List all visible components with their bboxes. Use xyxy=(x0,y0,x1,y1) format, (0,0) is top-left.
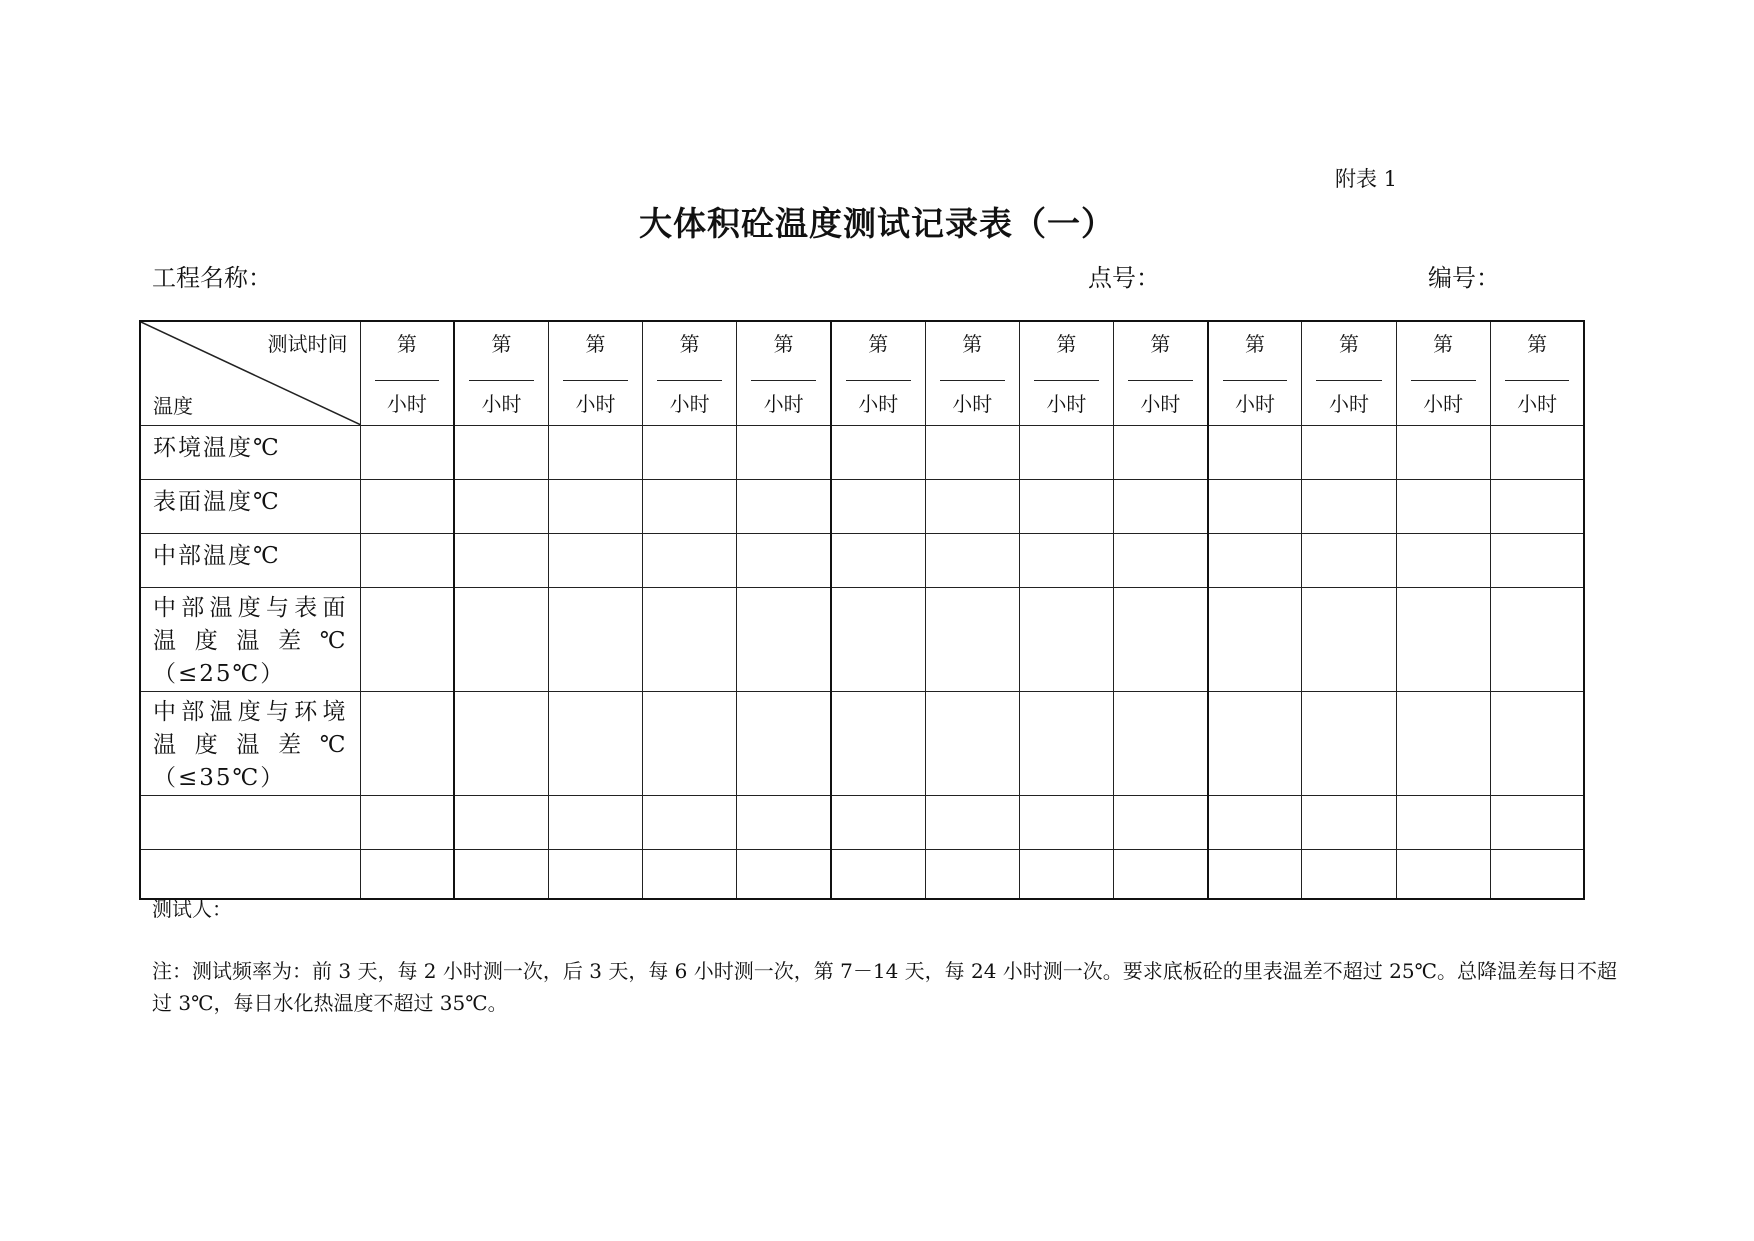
hour-suffix: 小时 xyxy=(1328,392,1369,416)
hour-blank-line[interactable] xyxy=(375,380,440,381)
data-entry-cell[interactable] xyxy=(1490,692,1584,796)
tester-label: 测试人： xyxy=(152,897,232,921)
row-label xyxy=(140,796,360,850)
hour-blank-line[interactable] xyxy=(563,380,628,381)
data-entry-cell[interactable] xyxy=(1302,534,1396,588)
data-entry-cell[interactable] xyxy=(1396,480,1490,534)
data-entry-cell[interactable] xyxy=(643,850,737,899)
data-entry-cell[interactable] xyxy=(360,692,454,796)
data-entry-cell[interactable] xyxy=(1019,850,1113,899)
data-entry-cell[interactable] xyxy=(454,588,548,692)
data-entry-cell[interactable] xyxy=(831,796,925,850)
data-entry-cell[interactable] xyxy=(548,850,642,899)
time-column-header xyxy=(1396,321,1490,426)
data-entry-cell[interactable] xyxy=(548,534,642,588)
row-label: 中部温度与表面温度温差℃（≤25℃） xyxy=(140,588,360,692)
data-entry-cell[interactable] xyxy=(925,588,1019,692)
data-entry-cell[interactable] xyxy=(1396,796,1490,850)
data-entry-cell[interactable] xyxy=(1208,588,1302,692)
data-entry-cell[interactable] xyxy=(1490,426,1584,480)
row-label: 中部温度与环境温度温差℃（≤35℃） xyxy=(140,692,360,796)
table-row xyxy=(140,534,1584,588)
time-column-header xyxy=(737,321,831,426)
row-label: 表面温度℃ xyxy=(140,480,360,534)
hour-suffix: 小时 xyxy=(763,392,804,416)
data-entry-cell[interactable] xyxy=(737,480,831,534)
data-entry-cell[interactable] xyxy=(454,426,548,480)
data-entry-cell[interactable] xyxy=(925,534,1019,588)
data-entry-cell[interactable] xyxy=(1019,692,1113,796)
data-entry-cell[interactable] xyxy=(548,480,642,534)
corner-cell xyxy=(140,321,360,426)
data-entry-cell[interactable] xyxy=(643,796,737,850)
ordinal-prefix: 第 xyxy=(962,332,983,356)
time-column-header xyxy=(454,321,548,426)
data-entry-cell[interactable] xyxy=(1019,534,1113,588)
data-entry-cell[interactable] xyxy=(1114,534,1208,588)
data-entry-cell[interactable] xyxy=(1208,692,1302,796)
data-entry-cell[interactable] xyxy=(1114,850,1208,899)
data-entry-cell[interactable] xyxy=(1019,426,1113,480)
data-entry-cell[interactable] xyxy=(548,796,642,850)
data-entry-cell[interactable] xyxy=(831,426,925,480)
data-entry-cell[interactable] xyxy=(360,480,454,534)
appendix-number: 附表 1 xyxy=(1335,167,1398,191)
hour-blank-line[interactable] xyxy=(657,380,722,381)
hour-suffix: 小时 xyxy=(858,392,899,416)
hour-suffix: 小时 xyxy=(575,392,616,416)
hour-suffix: 小时 xyxy=(1423,392,1464,416)
hour-blank-line[interactable] xyxy=(751,380,816,381)
data-entry-cell[interactable] xyxy=(1490,588,1584,692)
data-entry-cell[interactable] xyxy=(1208,534,1302,588)
data-entry-cell[interactable] xyxy=(1396,850,1490,899)
ordinal-prefix: 第 xyxy=(1245,332,1266,356)
corner-time-label: 测试时间 xyxy=(267,332,348,356)
hour-suffix: 小时 xyxy=(669,392,710,416)
ordinal-prefix: 第 xyxy=(396,332,417,356)
data-entry-cell[interactable] xyxy=(1490,850,1584,899)
data-entry-cell[interactable] xyxy=(360,796,454,850)
ordinal-prefix: 第 xyxy=(679,332,700,356)
data-entry-cell[interactable] xyxy=(454,850,548,899)
data-entry-cell[interactable] xyxy=(1490,534,1584,588)
data-entry-cell[interactable] xyxy=(548,588,642,692)
hour-suffix: 小时 xyxy=(952,392,993,416)
ordinal-prefix: 第 xyxy=(773,332,794,356)
data-entry-cell[interactable] xyxy=(1208,480,1302,534)
row-label: 中部温度℃ xyxy=(140,534,360,588)
time-column-header xyxy=(1019,321,1113,426)
time-column-header xyxy=(831,321,925,426)
time-column-header xyxy=(643,321,737,426)
data-entry-cell[interactable] xyxy=(454,534,548,588)
data-entry-cell[interactable] xyxy=(1490,796,1584,850)
data-entry-cell[interactable] xyxy=(737,692,831,796)
hour-suffix: 小时 xyxy=(386,392,427,416)
data-entry-cell[interactable] xyxy=(1208,796,1302,850)
data-entry-cell[interactable] xyxy=(1208,850,1302,899)
data-entry-cell[interactable] xyxy=(643,534,737,588)
time-column-header xyxy=(925,321,1019,426)
data-entry-cell[interactable] xyxy=(1019,796,1113,850)
data-entry-cell[interactable] xyxy=(831,588,925,692)
ordinal-prefix: 第 xyxy=(585,332,606,356)
hour-suffix: 小时 xyxy=(1517,392,1558,416)
data-entry-cell[interactable] xyxy=(1114,480,1208,534)
temperature-record-table xyxy=(139,320,1585,900)
data-entry-cell[interactable] xyxy=(1396,588,1490,692)
row-label xyxy=(140,850,360,899)
data-entry-cell[interactable] xyxy=(1114,796,1208,850)
data-entry-cell[interactable] xyxy=(737,796,831,850)
data-entry-cell[interactable] xyxy=(1019,480,1113,534)
time-column-header xyxy=(1302,321,1396,426)
table-row xyxy=(140,588,1584,692)
data-entry-cell[interactable] xyxy=(360,426,454,480)
hour-blank-line[interactable] xyxy=(846,380,911,381)
data-entry-cell[interactable] xyxy=(643,588,737,692)
hour-blank-line[interactable] xyxy=(1316,380,1381,381)
data-entry-cell[interactable] xyxy=(1490,480,1584,534)
hour-blank-line[interactable] xyxy=(1411,380,1476,381)
hour-blank-line[interactable] xyxy=(1128,380,1193,381)
data-entry-cell[interactable] xyxy=(360,534,454,588)
data-entry-cell[interactable] xyxy=(1396,534,1490,588)
test-frequency-note: 注：测试频率为：前 3 天，每 2 小时测一次，后 3 天，每 6 小时测一次，第 7－14 天，每 24 小时测一次。要求底板砼的里表温差不超过 25℃。总降温差每日不超过 3℃，每日水化热温度不超过 35℃。 xyxy=(152,959,1617,1015)
ordinal-prefix: 第 xyxy=(1433,332,1454,356)
time-column-header xyxy=(548,321,642,426)
table-row xyxy=(140,692,1584,796)
ordinal-prefix: 第 xyxy=(1056,332,1077,356)
hour-blank-line[interactable] xyxy=(1223,380,1288,381)
data-entry-cell[interactable] xyxy=(1114,692,1208,796)
data-entry-cell[interactable] xyxy=(1114,588,1208,692)
point-number-label: 点号： xyxy=(1088,264,1160,292)
table-row xyxy=(140,850,1584,899)
ordinal-prefix: 第 xyxy=(1150,332,1171,356)
data-entry-cell[interactable] xyxy=(1302,796,1396,850)
data-entry-cell[interactable] xyxy=(1114,426,1208,480)
corner-temp-label: 温度 xyxy=(153,394,193,418)
data-entry-cell[interactable] xyxy=(1302,588,1396,692)
data-entry-cell[interactable] xyxy=(360,850,454,899)
ordinal-prefix: 第 xyxy=(1338,332,1359,356)
data-entry-cell[interactable] xyxy=(643,692,737,796)
time-column-header xyxy=(1490,321,1584,426)
data-entry-cell[interactable] xyxy=(831,850,925,899)
hour-suffix: 小时 xyxy=(1046,392,1087,416)
data-entry-cell[interactable] xyxy=(360,588,454,692)
data-entry-cell[interactable] xyxy=(1302,480,1396,534)
data-entry-cell[interactable] xyxy=(925,796,1019,850)
hour-suffix: 小时 xyxy=(1140,392,1181,416)
data-entry-cell[interactable] xyxy=(454,692,548,796)
data-entry-cell[interactable] xyxy=(454,480,548,534)
ordinal-prefix: 第 xyxy=(1527,332,1548,356)
hour-blank-line[interactable] xyxy=(469,380,534,381)
time-column-header xyxy=(360,321,454,426)
hour-suffix: 小时 xyxy=(481,392,522,416)
data-entry-cell[interactable] xyxy=(1396,692,1490,796)
table-row xyxy=(140,480,1584,534)
data-entry-cell[interactable] xyxy=(643,480,737,534)
data-entry-cell[interactable] xyxy=(737,850,831,899)
data-entry-cell[interactable] xyxy=(831,534,925,588)
hour-blank-line[interactable] xyxy=(940,380,1005,381)
data-entry-cell[interactable] xyxy=(925,480,1019,534)
data-entry-cell[interactable] xyxy=(1208,426,1302,480)
data-entry-cell[interactable] xyxy=(831,480,925,534)
data-entry-cell[interactable] xyxy=(1019,588,1113,692)
data-entry-cell[interactable] xyxy=(831,692,925,796)
data-entry-cell[interactable] xyxy=(1302,692,1396,796)
ordinal-prefix: 第 xyxy=(868,332,889,356)
data-entry-cell[interactable] xyxy=(548,692,642,796)
data-entry-cell[interactable] xyxy=(1302,426,1396,480)
project-name-label: 工程名称： xyxy=(152,264,272,292)
data-entry-cell[interactable] xyxy=(454,796,548,850)
data-entry-cell[interactable] xyxy=(925,850,1019,899)
hour-suffix: 小时 xyxy=(1235,392,1276,416)
data-entry-cell[interactable] xyxy=(1396,426,1490,480)
table-row xyxy=(140,796,1584,850)
data-entry-cell[interactable] xyxy=(643,426,737,480)
data-entry-cell[interactable] xyxy=(737,426,831,480)
data-entry-cell[interactable] xyxy=(925,426,1019,480)
hour-blank-line[interactable] xyxy=(1505,380,1570,381)
header-row xyxy=(140,321,1584,426)
table-row xyxy=(140,426,1584,480)
ordinal-prefix: 第 xyxy=(491,332,512,356)
data-entry-cell[interactable] xyxy=(925,692,1019,796)
data-entry-cell[interactable] xyxy=(737,588,831,692)
page-title: 大体积砼温度测试记录表（一） xyxy=(639,204,1115,243)
row-label: 环境温度℃ xyxy=(140,426,360,480)
time-column-header xyxy=(1208,321,1302,426)
serial-number-label: 编号： xyxy=(1428,264,1500,292)
hour-blank-line[interactable] xyxy=(1034,380,1099,381)
time-column-header xyxy=(1114,321,1208,426)
data-entry-cell[interactable] xyxy=(1302,850,1396,899)
data-entry-cell[interactable] xyxy=(737,534,831,588)
data-entry-cell[interactable] xyxy=(548,426,642,480)
